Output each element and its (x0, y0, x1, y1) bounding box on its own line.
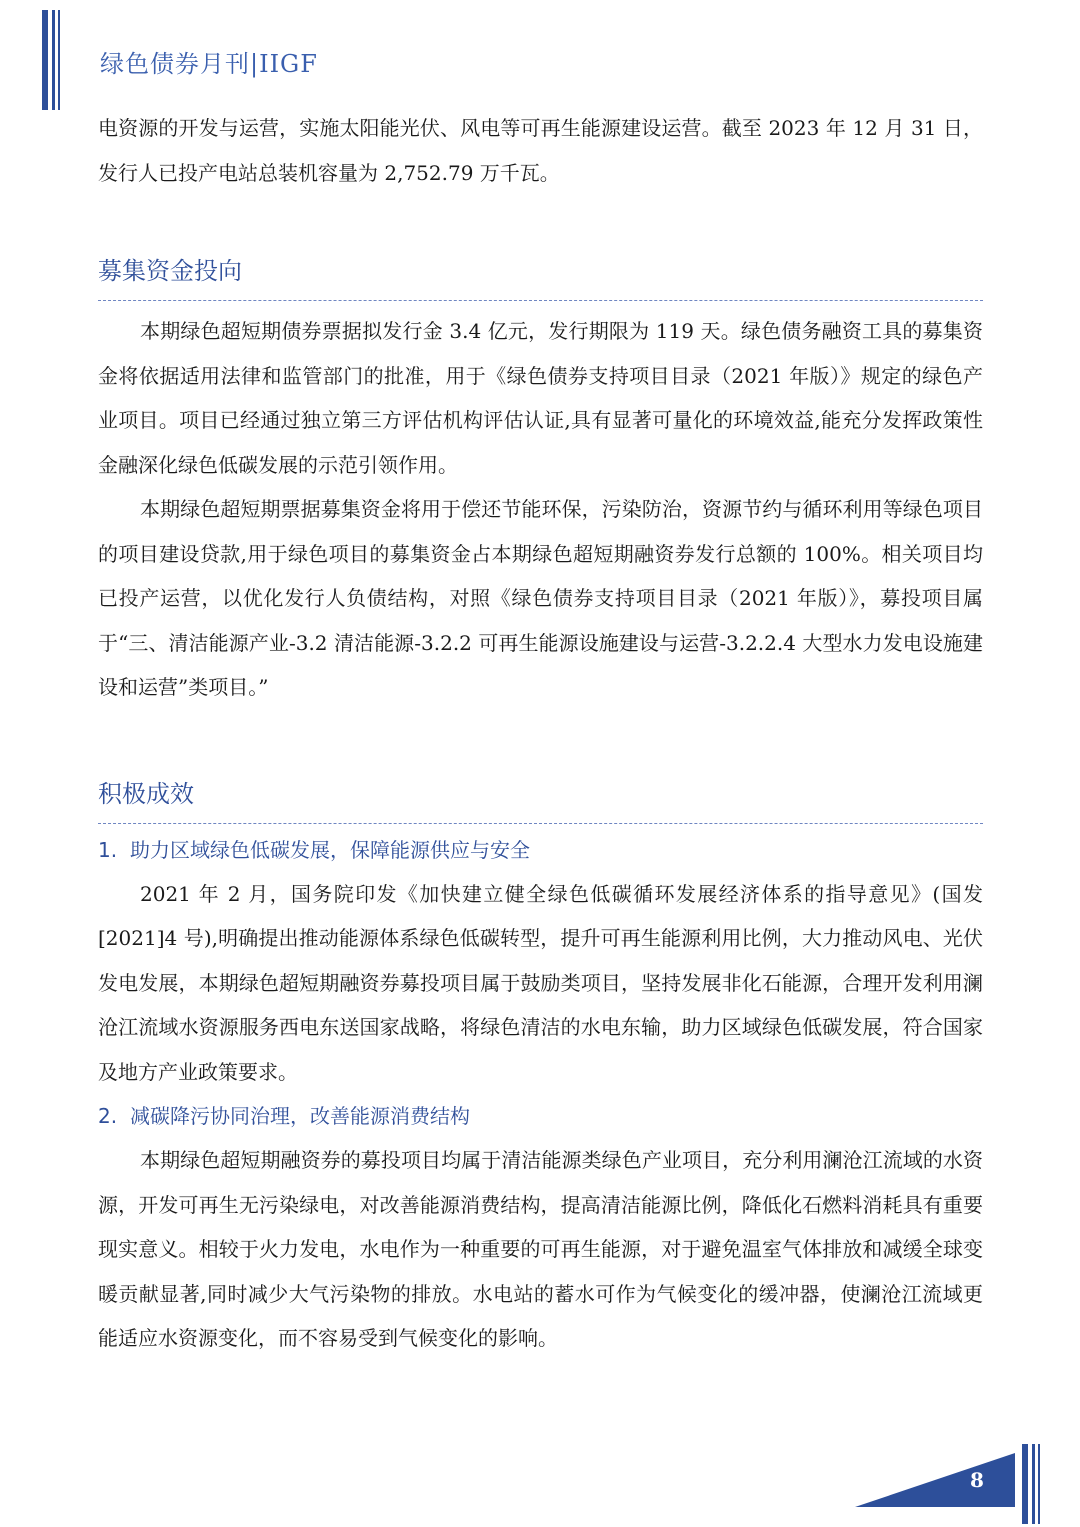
fund-use-paragraph: 本期绿色超短期票据募集资金将用于偿还节能环保，污染防治，资源节约与循环利用等绿色项目的项目建设贷款,用于绿色项目的募集资金占本期绿色超短期融资券发行总额的 100%。相关项目均已投产运营，以优化发行人负债结构，对照《绿色债券支持项目目录（2021 年版）》，募投项目属于“三、清洁能源产业-3.2 清洁能源-3.2.2 可再生能源设施建设与运营-3.2.2.4 大型水力发电设施建设和运营”类项目。” (98, 497, 983, 699)
journal-title: 绿色债券月刊|IIGF (100, 50, 318, 78)
section-divider (98, 823, 983, 824)
page-content (98, 106, 983, 1361)
section-divider (98, 300, 983, 301)
benefit-title: 减碳降污协同治理，改善能源消费结构 (130, 1104, 470, 1128)
benefit-number: 1. (98, 837, 118, 862)
section-heading-benefits: 积极成效 (98, 779, 194, 808)
intro-paragraph: 电资源的开发与运营，实施太阳能光伏、风电等可再生能源建设运营。截至 2023 年 12 月 31 日，发行人已投产电站总装机容量为 2,752.79 万千瓦。 (98, 116, 983, 185)
page-number: 8 (970, 1468, 984, 1492)
benefit-title: 助力区域绿色低碳发展，保障能源供应与安全 (130, 837, 530, 862)
fund-use-paragraph: 本期绿色超短期债券票据拟发行金 3.4 亿元，发行期限为 119 天。绿色债务融资工具的募集资金将依据适用法律和监管部门的批准，用于《绿色债券支持项目目录（2021 年版）》规定的绿色产业项目。项目已经通过独立第三方评估机构评估认证,具有显著可量化的环境效益,能充分发挥政策性金融深化绿色低碳发展的示范引领作用。 (98, 319, 983, 477)
benefit-number: 2. (98, 1104, 118, 1128)
footer-decoration-bars (1022, 1444, 1046, 1524)
benefit-paragraph: 2021 年 2 月，国务院印发《加快建立健全绿色低碳循环发展经济体系的指导意见》(国发[2021]4 号),明确提出推动能源体系绿色低碳转型，提升可再生能源利用比例，大力推动风电、光伏发电发展，本期绿色超短期融资券募投项目属于鼓励类项目，坚持发展非化石能源，合理开发利用澜沧江流域水资源服务西电东送国家战略，将绿色清洁的水电东输，助力区域绿色低碳发展，符合国家及地方产业政策要求。 (98, 881, 983, 1084)
header-decoration-bars (42, 10, 64, 110)
section-heading-fund-use: 募集资金投向 (98, 257, 242, 285)
benefit-subheading (98, 1094, 983, 1138)
benefit-subheading (98, 828, 983, 872)
benefit-paragraph: 本期绿色超短期融资券的募投项目均属于清洁能源类绿色产业项目，充分利用澜沧江流域的水资源，开发可再生无污染绿电，对改善能源消费结构，提高清洁能源比例，降低化石燃料消耗具有重要现实意义。相较于火力发电，水电作为一种重要的可再生能源，对于避免温室气体排放和减缓全球变暖贡献显著,同时减少大气污染物的排放。水电站的蓄水可作为气候变化的缓冲器，使澜沧江流域更能适应水资源变化，而不容易受到气候变化的影响。 (98, 1148, 983, 1350)
